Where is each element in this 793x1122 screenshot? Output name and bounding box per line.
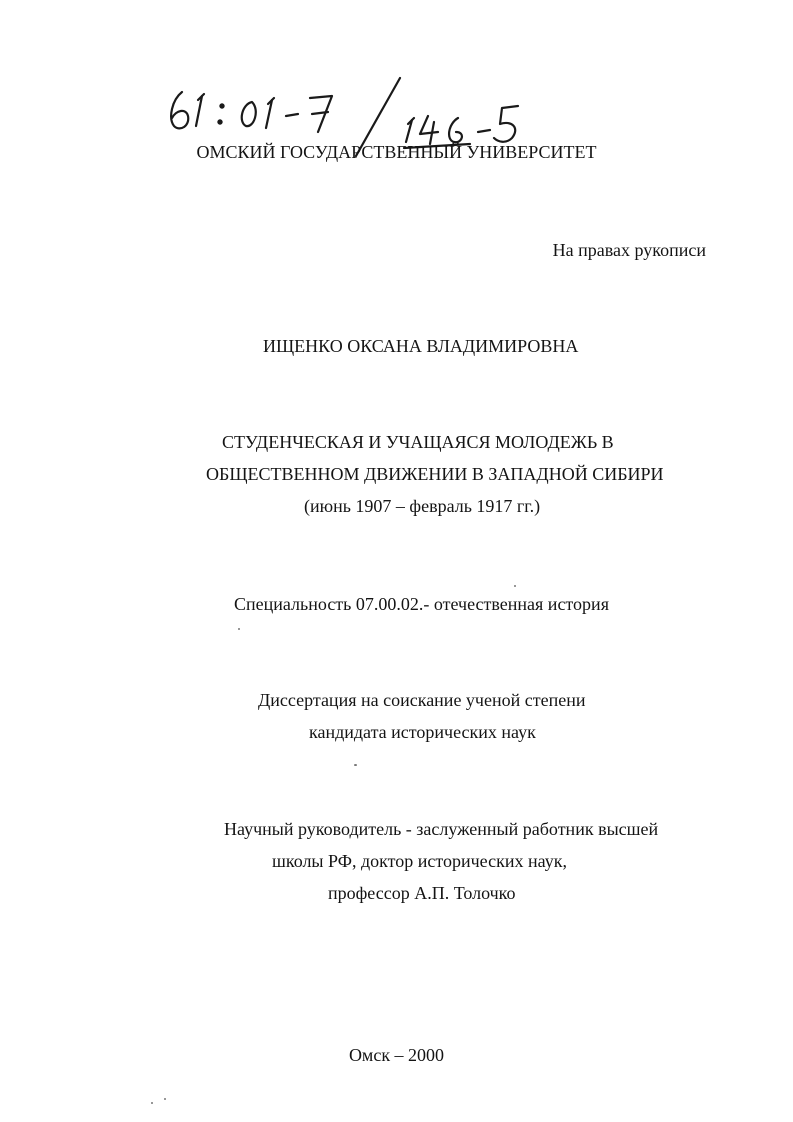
author-name: ИЩЕНКО ОКСАНА ВЛАДИМИРОВНА xyxy=(263,336,579,356)
scan-speck xyxy=(238,628,240,630)
specialty: Специальность 07.00.02.- отечественная история xyxy=(234,594,609,614)
university-name: ОМСКИЙ ГОСУДАРСТВЕННЫЙ УНИВЕРСИТЕТ xyxy=(196,142,597,162)
scan-speck xyxy=(164,1098,166,1100)
dissertation-line-1: Диссертация на соискание ученой степени xyxy=(258,690,586,710)
title-line-1: СТУДЕНЧЕСКАЯ И УЧАЩАЯСЯ МОЛОДЕЖЬ В xyxy=(222,432,614,452)
supervisor-line-1: Научный руководитель - заслуженный работник высшей xyxy=(224,819,659,839)
title-period: (июнь 1907 – февраль 1917 гг.) xyxy=(304,496,541,516)
supervisor-line-3: профессор А.П. Толочко xyxy=(328,883,516,903)
supervisor-line-2: школы РФ, доктор исторических наук, xyxy=(272,851,567,871)
scan-speck xyxy=(354,764,357,766)
title-line-2: ОБЩЕСТВЕННОМ ДВИЖЕНИИ В ЗАПАДНОЙ СИБИРИ xyxy=(206,464,664,484)
city-year: Омск – 2000 xyxy=(348,1045,445,1065)
dissertation-line-2: кандидата исторических наук xyxy=(309,722,536,742)
scan-speck xyxy=(151,1102,153,1104)
manuscript-rights: На правах рукописи xyxy=(552,240,706,260)
scan-speck xyxy=(514,585,516,587)
